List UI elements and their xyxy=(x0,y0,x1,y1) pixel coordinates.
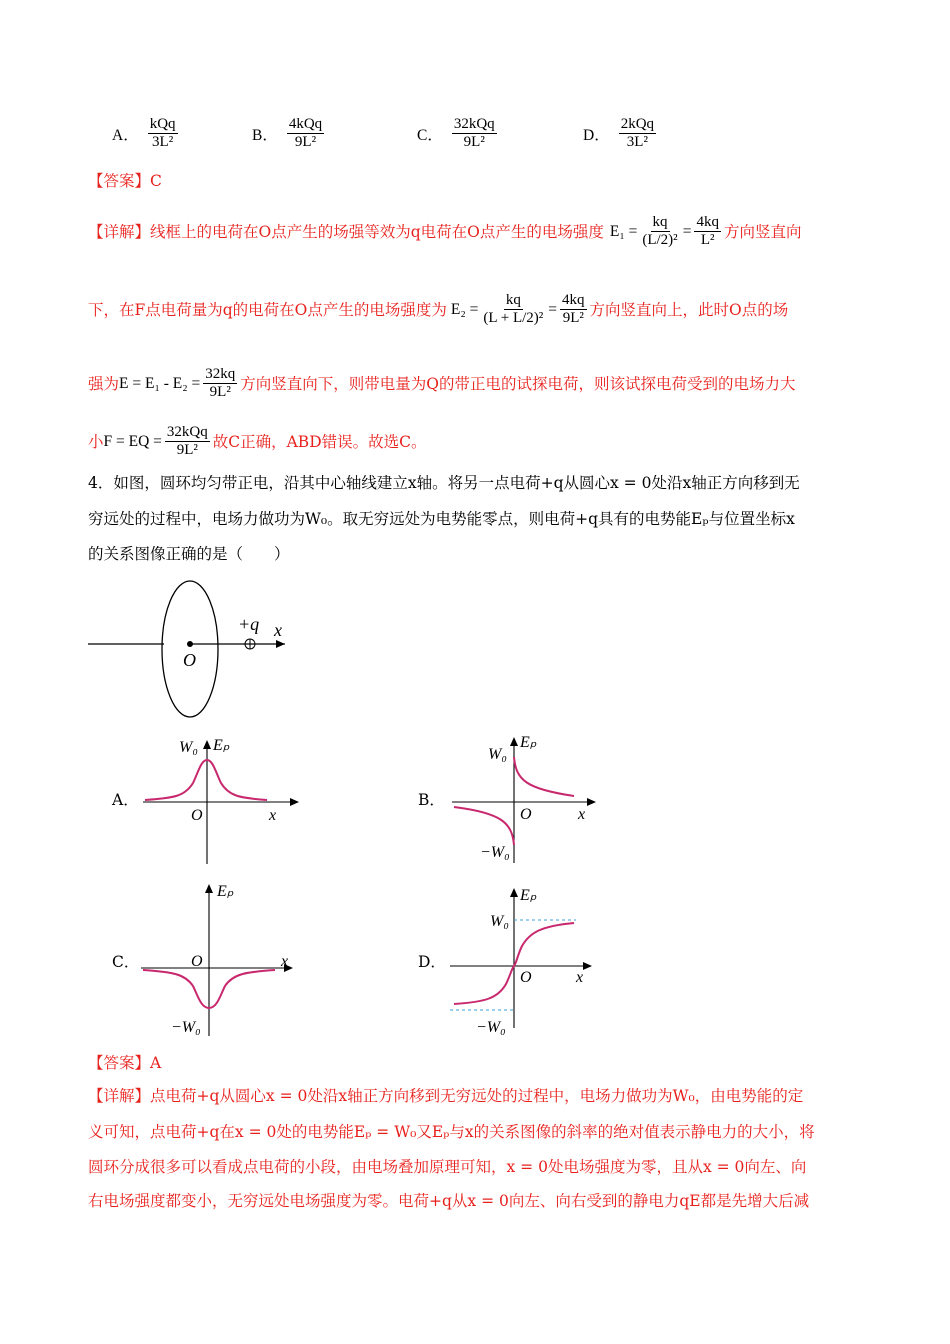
option-a-label: A． xyxy=(112,126,139,144)
option-b-den: 9L² xyxy=(294,134,317,150)
graph-d xyxy=(446,880,606,1040)
graph-b-y-arrow xyxy=(510,737,518,746)
q3-eq-e2-frac2-den: 9L² xyxy=(562,310,584,326)
graph-c-origin: O xyxy=(191,953,203,970)
option-c-den: 9L² xyxy=(463,134,485,150)
q3-eq-e2-frac2-num: 4kq xyxy=(562,292,585,308)
axis-label: x xyxy=(274,620,282,640)
graph-c xyxy=(135,876,305,1040)
q4-detail-tag: 【详解】 xyxy=(88,1087,151,1105)
charge-label: +q xyxy=(238,614,260,634)
q3-eq-e1-lhs: E₁ = xyxy=(609,222,638,240)
option-d-label: D． xyxy=(583,126,610,144)
q3-eq-e2-equals: = xyxy=(548,300,558,318)
graph-b-w0: W₀ xyxy=(488,746,507,763)
q3-detail-pre-3: 强为 xyxy=(88,374,120,393)
q4-detail-line-2: 义可知，点电荷+q在x = 0处的电势能Eₚ = W₀又Eₚ与x的关系图像的斜率的绝对值表示静电力的大小，将 xyxy=(88,1123,815,1141)
graph-a-y-arrow xyxy=(203,740,211,749)
graph-a-w0: W₀ xyxy=(179,739,198,756)
option-d-fraction xyxy=(619,116,656,151)
graph-b-label: B． xyxy=(418,791,445,809)
option-c xyxy=(417,116,500,151)
q3-eq-e2-frac2 xyxy=(560,292,587,327)
graph-b-x-arrow xyxy=(587,798,596,806)
q3-detail-line-4 xyxy=(88,424,426,459)
graph-d-ylabel: Eₚ xyxy=(520,887,537,904)
q4-answer: 【答案】A xyxy=(88,1054,162,1072)
graph-c-y-arrow xyxy=(205,884,213,893)
q3-eq-e-frac-num: 32kq xyxy=(205,366,236,382)
graph-d-origin: O xyxy=(520,969,532,986)
axis-arrow xyxy=(276,640,285,648)
q3-detail-tag: 【详解】 xyxy=(88,222,151,241)
graph-a xyxy=(135,728,305,866)
center-dot xyxy=(187,641,193,647)
graph-c-ylabel: Eₚ xyxy=(217,883,234,900)
option-b-label: B． xyxy=(252,126,278,144)
q3-eq-e2-lhs: E₂ = xyxy=(450,300,479,318)
q3-eq-e1-frac2-den: L² xyxy=(700,232,715,248)
option-a-num: kQq xyxy=(149,116,176,132)
graph-c-label: C． xyxy=(112,953,140,971)
q3-detail-line-2 xyxy=(88,292,788,327)
ring-figure xyxy=(80,578,310,723)
q3-eq-e1-frac1-num: kq xyxy=(652,214,668,230)
q3-eq-e2 xyxy=(451,292,590,327)
q3-eq-f-frac-den: 9L² xyxy=(176,442,198,458)
q4-detail-line-4: 右电场强度都变小，无穷远处电场强度为零。电荷+q从x = 0向左、向右受到的静电力qE都是先增大后减 xyxy=(88,1192,810,1210)
q3-eq-e xyxy=(119,366,240,401)
graph-a-origin: O xyxy=(191,807,203,824)
option-b-num: 4kQq xyxy=(288,116,323,132)
option-c-num: 32kQq xyxy=(453,116,495,132)
q3-detail-text-2: 下，在F点电荷量为q的电荷在O点产生的电场强度为 xyxy=(88,300,447,319)
q3-eq-e2-frac1-den: (L + L/2)² xyxy=(483,310,544,326)
option-b xyxy=(252,116,327,151)
graph-a-ylabel: Eₚ xyxy=(213,737,230,754)
option-b-fraction xyxy=(287,116,324,151)
option-a-den: 3L² xyxy=(152,134,174,150)
q4-stem-line-3: 的关系图像正确的是（ ） xyxy=(88,545,290,563)
q3-answer: 【答案】C xyxy=(88,172,162,190)
q3-detail-line-3 xyxy=(88,366,795,401)
option-a-fraction xyxy=(148,116,178,151)
q3-detail-text-1: 线框上的电荷在O点产生的场强等效为q电荷在O点产生的电场强度 xyxy=(150,222,604,241)
q3-eq-e2-frac1 xyxy=(481,292,545,327)
graph-c-neg-w0: −W₀ xyxy=(171,1019,201,1036)
q3-detail-tail-3: 方向竖直向下，则带电量为Q的带正电的试探电荷，则该试探电荷受到的电场力大 xyxy=(240,374,796,393)
graph-a-label: A． xyxy=(112,791,139,809)
q3-eq-e1 xyxy=(610,214,724,249)
q3-eq-e1-frac2-num: 4kq xyxy=(696,214,719,230)
option-d-num: 2kQq xyxy=(620,116,655,132)
q3-detail-tail-1: 方向竖直向 xyxy=(723,222,802,241)
q4-detail-line-1 xyxy=(88,1085,803,1107)
graph-b-curve-left xyxy=(454,807,514,845)
q3-detail-tail-2: 方向竖直向上，此时O点的场 xyxy=(589,300,789,319)
graph-a-x-arrow xyxy=(290,798,299,806)
q3-detail-line-1 xyxy=(88,214,801,249)
q3-eq-e-lhs: E = E₁ - E₂ = xyxy=(119,374,201,392)
q4-detail-line-3: 圆环分成很多可以看成点电荷的小段，由电场叠加原理可知，x = 0处电场强度为零，且从x = 0向左、向 xyxy=(88,1158,807,1176)
q3-eq-e-frac xyxy=(203,366,237,401)
graph-b-ylabel: Eₚ xyxy=(520,734,537,751)
q4-stem-line-2: 穷远处的过程中，电场力做功为W₀。取无穷远处为电势能零点，则电荷+q具有的电势能Eₚ与位置坐标x xyxy=(88,510,795,528)
q4-stem-line-1: 4．如图，圆环均匀带正电，沿其中心轴线建立x轴。将另一点电荷+q从圆心x = 0处沿x轴正方向移到无 xyxy=(88,474,800,492)
q3-eq-e2-frac1-num: kq xyxy=(505,292,521,308)
graph-b-origin: O xyxy=(520,806,532,823)
graph-d-x-arrow xyxy=(583,962,592,970)
option-d-den: 3L² xyxy=(626,134,648,150)
graph-d-y-arrow xyxy=(510,888,518,897)
charged-ring xyxy=(162,581,218,717)
graph-b-neg-w0: −W₀ xyxy=(480,844,510,861)
q3-eq-e1-frac2 xyxy=(694,214,721,249)
q3-eq-e1-equals: = xyxy=(682,222,692,240)
option-c-label: C． xyxy=(417,126,443,144)
graph-a-xlabel: x xyxy=(269,807,277,824)
q3-eq-e1-frac1-den: (L/2)² xyxy=(642,232,678,248)
option-a xyxy=(112,116,181,151)
graph-b-curve-right xyxy=(514,757,574,796)
graph-c-xlabel: x xyxy=(281,953,289,970)
q3-detail-tail-4: 故C正确，ABD错误。故选C。 xyxy=(212,432,427,451)
graph-d-label: D． xyxy=(418,953,446,971)
graph-b-xlabel: x xyxy=(578,806,586,823)
q3-detail-pre-4: 小 xyxy=(88,432,104,451)
q3-eq-e1-frac1 xyxy=(640,214,679,249)
q3-eq-f xyxy=(104,424,213,459)
option-d xyxy=(583,116,659,151)
origin-label: O xyxy=(183,650,196,670)
graph-d-w0: W₀ xyxy=(490,913,509,930)
q3-eq-f-frac-num: 32kQq xyxy=(166,424,208,440)
q3-eq-e-frac-den: 9L² xyxy=(209,384,231,400)
option-c-fraction xyxy=(452,116,497,151)
graph-a-curve xyxy=(145,760,267,800)
graph-d-neg-w0: −W₀ xyxy=(476,1019,506,1036)
q3-eq-f-frac xyxy=(165,424,210,459)
graph-b xyxy=(446,725,606,867)
graph-d-xlabel: x xyxy=(576,969,584,986)
q3-eq-f-lhs: F = EQ = xyxy=(103,432,162,450)
q4-detail-text-1: 点电荷+q从圆心x = 0处沿x轴正方向移到无穷远处的过程中，电场力做功为W₀，由电势能的定 xyxy=(150,1087,804,1105)
